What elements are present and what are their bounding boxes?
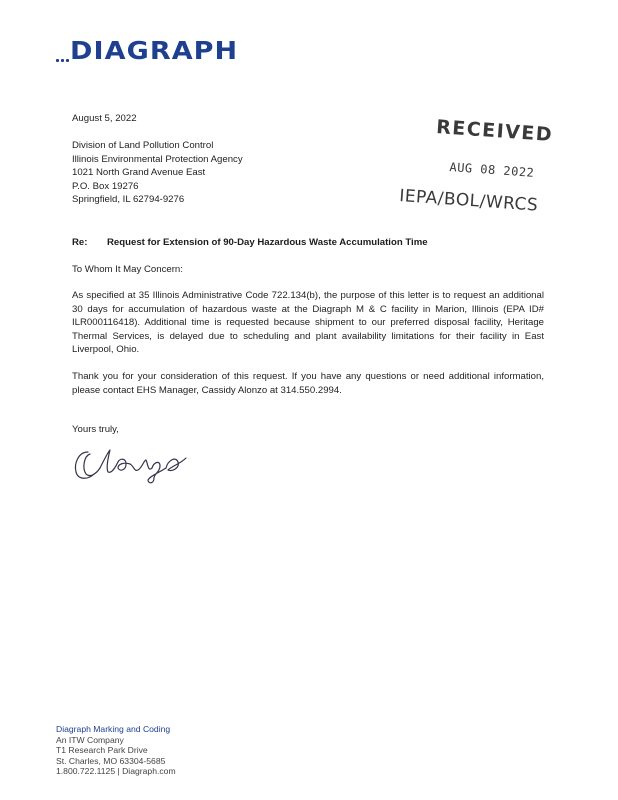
received-stamp-office: IEPA/BOL/WRCS [398, 186, 539, 216]
footer-street: T1 Research Park Drive [56, 745, 148, 756]
signature [68, 438, 198, 486]
logo-text: DIAGRAPH [70, 36, 239, 65]
subject-label: Re: [72, 237, 88, 248]
body-paragraph-2: Thank you for your consideration of this request. If you have any questions or need additional information, please contact EHS Manager, Cassidy Alonzo at 314.550.2994. [72, 371, 544, 396]
logo-dots [56, 40, 69, 62]
address-line: Division of Land Pollution Control [72, 140, 214, 151]
letter-date: August 5, 2022 [72, 113, 137, 124]
address-line: Springfield, IL 62794-9276 [72, 194, 185, 206]
address-line: 1021 North Grand Avenue East [72, 167, 206, 179]
body-paragraph-1: As specified at 35 Illinois Administrative Code 722.134(b), the purpose of this letter is to request an additional 30 days for accumulation of hazardous waste at the Diagraph M & C facility in Marion, Illinois (EPA ID# ILR000116418). Additional time is requested because shipment to our preferred disposal facility, Heritage Thermal Services, is delayed due to scheduling and plant availability limitations for their facility in East Liverpool, Ohio. [72, 290, 544, 356]
closing: Yours truly, [72, 424, 119, 435]
received-stamp-date: AUG 08 2022 [449, 160, 535, 180]
footer-city: St. Charles, MO 63304-5685 [56, 755, 166, 766]
company-logo [56, 36, 239, 65]
salutation: To Whom It May Concern: [72, 264, 183, 275]
address-line: Illinois Environmental Protection Agency [72, 153, 243, 165]
footer [56, 724, 176, 777]
received-stamp-title: RECEIVED [435, 116, 554, 147]
recipient-address [72, 139, 332, 207]
address-line: P.O. Box 19276 [72, 180, 139, 192]
subject-line: Request for Extension of 90-Day Hazardous Waste Accumulation Time [107, 237, 428, 248]
footer-parent: An ITW Company [56, 734, 124, 745]
footer-contact: 1.800.722.1125 | Diagraph.com [56, 766, 176, 777]
footer-company: Diagraph Marking and Coding [56, 724, 171, 734]
